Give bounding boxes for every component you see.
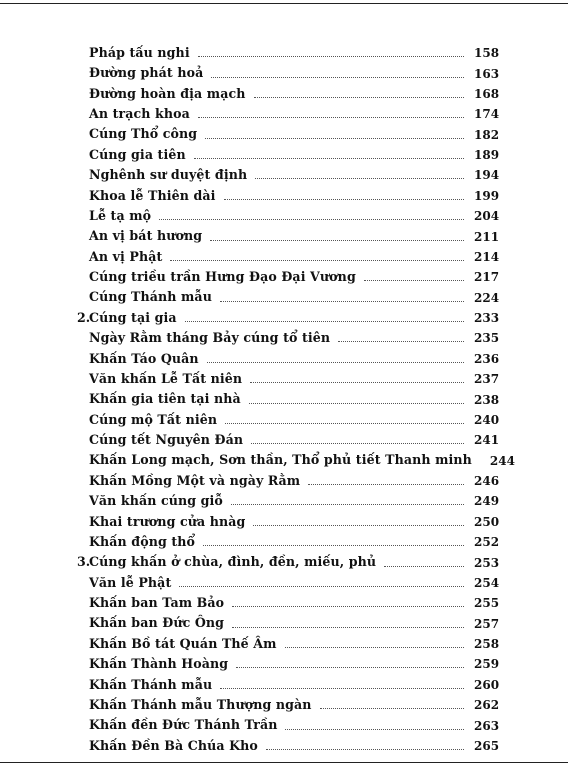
dot-leader [251, 442, 464, 444]
page-number: 238 [474, 392, 500, 407]
toc-entry-title: Khấn Thành Hoàng [89, 656, 229, 672]
toc-entry [78, 695, 498, 715]
toc-entry [78, 389, 498, 409]
toc-entry-title: Khấn Táo Quân [89, 350, 199, 366]
toc-entry [78, 328, 498, 348]
toc-entry [78, 614, 498, 634]
toc-entry-title: Cúng gia tiên [89, 146, 186, 162]
toc-entry-title: Lễ tạ mộ [89, 207, 152, 223]
toc-entry [78, 104, 498, 124]
toc-entry [78, 593, 498, 613]
toc-entry-title: Pháp tấu nghi [89, 44, 190, 60]
toc-entry [78, 736, 498, 756]
toc-entry [78, 451, 515, 471]
dot-leader [220, 687, 464, 689]
toc-entry [78, 532, 498, 552]
page-number: 168 [474, 86, 500, 101]
page-number: 244 [489, 453, 515, 468]
dot-leader [198, 55, 464, 57]
dot-leader [232, 626, 464, 628]
toc-entry [78, 654, 498, 674]
toc-entry-title: Đường phát hoả [89, 65, 204, 81]
page-number: 250 [474, 514, 500, 529]
dot-leader [170, 259, 464, 261]
dot-leader [254, 96, 464, 98]
dot-leader [285, 646, 464, 648]
toc-entry-title: Cúng tết Nguyên Đán [89, 432, 244, 448]
page-number: 217 [474, 270, 500, 285]
dot-leader [205, 137, 464, 139]
toc-entry [78, 573, 498, 593]
toc-entry-title: Khấn đền Đức Thánh Trần [89, 717, 278, 733]
page-number: 214 [474, 249, 500, 264]
dot-leader [210, 239, 464, 241]
dot-leader [159, 218, 464, 220]
page-number: 255 [474, 596, 500, 611]
toc-entry-title: An vị Phật [89, 248, 163, 264]
toc-entry [78, 410, 498, 430]
toc-entry-title: Khấn gia tiên tại nhà [89, 391, 241, 407]
page-number: 240 [474, 412, 500, 427]
toc-entry [78, 267, 498, 287]
toc-entry-title: Khấn động thổ [89, 533, 196, 549]
toc-entry-title: Khấn Bồ tát Quán Thế Âm [89, 635, 277, 651]
toc-entry-title: Cúng tại gia [89, 309, 177, 325]
toc-entry-title: Cúng mộ Tất niên [89, 411, 218, 427]
toc-entry-title: An trạch khoa [89, 106, 190, 122]
page-number: 263 [474, 718, 500, 733]
dot-leader [285, 728, 464, 730]
toc-entry [78, 186, 498, 206]
toc-entry-title: Khấn Long mạch, Sơn thần, Thổ phủ tiết Thanh minh [89, 452, 472, 468]
page-number: 235 [474, 331, 500, 346]
dot-leader [231, 503, 464, 505]
dot-leader [207, 361, 464, 363]
dot-leader [225, 422, 464, 424]
toc-entry-title: Nghênh sư duyệt định [89, 167, 248, 183]
toc-entry-title: Khai trương cửa hnàg [89, 513, 246, 529]
dot-leader [308, 483, 464, 485]
toc-entry-title: Văn khấn Lễ Tất niên [89, 370, 243, 386]
section-number: 3. [77, 554, 91, 570]
dot-leader [250, 381, 464, 383]
dot-leader [384, 565, 464, 567]
dot-leader [203, 544, 464, 546]
page-number: 257 [474, 616, 500, 631]
page-number: 237 [474, 372, 500, 387]
toc-entry-title: Ngày Rằm tháng Bảy cúng tổ tiên [89, 330, 331, 346]
toc-entry [78, 369, 498, 389]
toc-entry [78, 471, 498, 491]
dot-leader [320, 707, 464, 709]
toc-entry [78, 675, 498, 695]
toc-entry [78, 145, 498, 165]
section-number: 2. [77, 309, 91, 325]
page-number: 265 [474, 738, 500, 753]
toc-entry [78, 512, 498, 532]
toc-entry-title: Khấn Đền Bà Chúa Kho [89, 737, 258, 753]
page-number: 158 [474, 46, 500, 61]
page-number: 163 [474, 66, 500, 81]
page-number: 199 [474, 188, 500, 203]
dot-leader [236, 666, 464, 668]
dot-leader [266, 748, 464, 750]
toc-entry-title: Đường hoàn địa mạch [89, 85, 246, 101]
dot-leader [338, 340, 464, 342]
toc-entry [78, 715, 498, 735]
toc-entry-title: An vị bát hương [89, 228, 203, 244]
page-number: 246 [474, 474, 500, 489]
dot-leader [220, 300, 464, 302]
page-number: 194 [474, 168, 500, 183]
toc-entry [78, 247, 498, 267]
dot-leader [179, 585, 464, 587]
page-number: 182 [474, 127, 500, 142]
toc-entry-title: Khấn Thánh mẫu Thượng ngàn [89, 696, 312, 712]
dot-leader [194, 157, 464, 159]
toc-entry [78, 634, 498, 654]
dot-leader [198, 116, 464, 118]
page-number: 259 [474, 657, 500, 672]
toc-entry-title: Cúng triều trần Hưng Đạo Đại Vương [89, 269, 356, 285]
toc-entry-title: Cúng Thánh mẫu [89, 289, 212, 305]
dot-leader [185, 320, 464, 322]
toc-entry [78, 125, 498, 145]
toc-entry [78, 63, 498, 83]
toc-entry [78, 552, 498, 572]
page-number: 262 [474, 698, 500, 713]
toc-entry-title: Khấn Mồng Một và ngày Rằm [89, 472, 301, 488]
page-number: 174 [474, 107, 500, 122]
toc-entry [78, 226, 498, 246]
page-number: 258 [474, 637, 500, 652]
top-border-line [0, 3, 568, 4]
page-number: 211 [474, 229, 500, 244]
toc-entry [78, 165, 498, 185]
toc-entry-title: Khấn ban Tam Bảo [89, 595, 225, 611]
toc-entry [78, 288, 498, 308]
toc-entry [78, 43, 498, 63]
toc-entry-title: Văn lễ Phật [89, 574, 172, 590]
toc-entry-title: Khấn ban Đức Ông [89, 615, 225, 631]
page-number: 249 [474, 494, 500, 509]
table-of-contents [77, 43, 515, 756]
page-number: 233 [474, 311, 500, 326]
page-number: 252 [474, 535, 500, 550]
page-number: 204 [474, 209, 500, 224]
page-number: 224 [474, 290, 500, 305]
page-number: 260 [474, 677, 500, 692]
page-number: 253 [474, 555, 500, 570]
dot-leader [211, 76, 464, 78]
page-number: 236 [474, 351, 500, 366]
toc-entry [78, 206, 498, 226]
toc-entry-title: Văn khấn cúng giỗ [89, 493, 223, 509]
toc-entry-title: Khấn Thánh mẫu [89, 676, 213, 692]
dot-leader [255, 177, 464, 179]
toc-entry [78, 430, 498, 450]
toc-entry [78, 308, 498, 328]
toc-entry-title: Cúng Thổ công [89, 126, 198, 142]
toc-entry-title: Khoa lễ Thiên dài [89, 187, 216, 203]
toc-entry-title: Cúng khấn ở chùa, đình, đền, miếu, phủ [89, 554, 377, 570]
dot-leader [364, 279, 464, 281]
page-number: 189 [474, 148, 500, 163]
toc-entry [78, 349, 498, 369]
dot-leader [249, 402, 464, 404]
toc-entry [78, 84, 498, 104]
bottom-border-line [0, 762, 568, 763]
page-number: 254 [474, 575, 500, 590]
page-number: 241 [474, 433, 500, 448]
dot-leader [232, 605, 464, 607]
toc-entry [78, 491, 498, 511]
dot-leader [224, 198, 464, 200]
dot-leader [253, 524, 464, 526]
